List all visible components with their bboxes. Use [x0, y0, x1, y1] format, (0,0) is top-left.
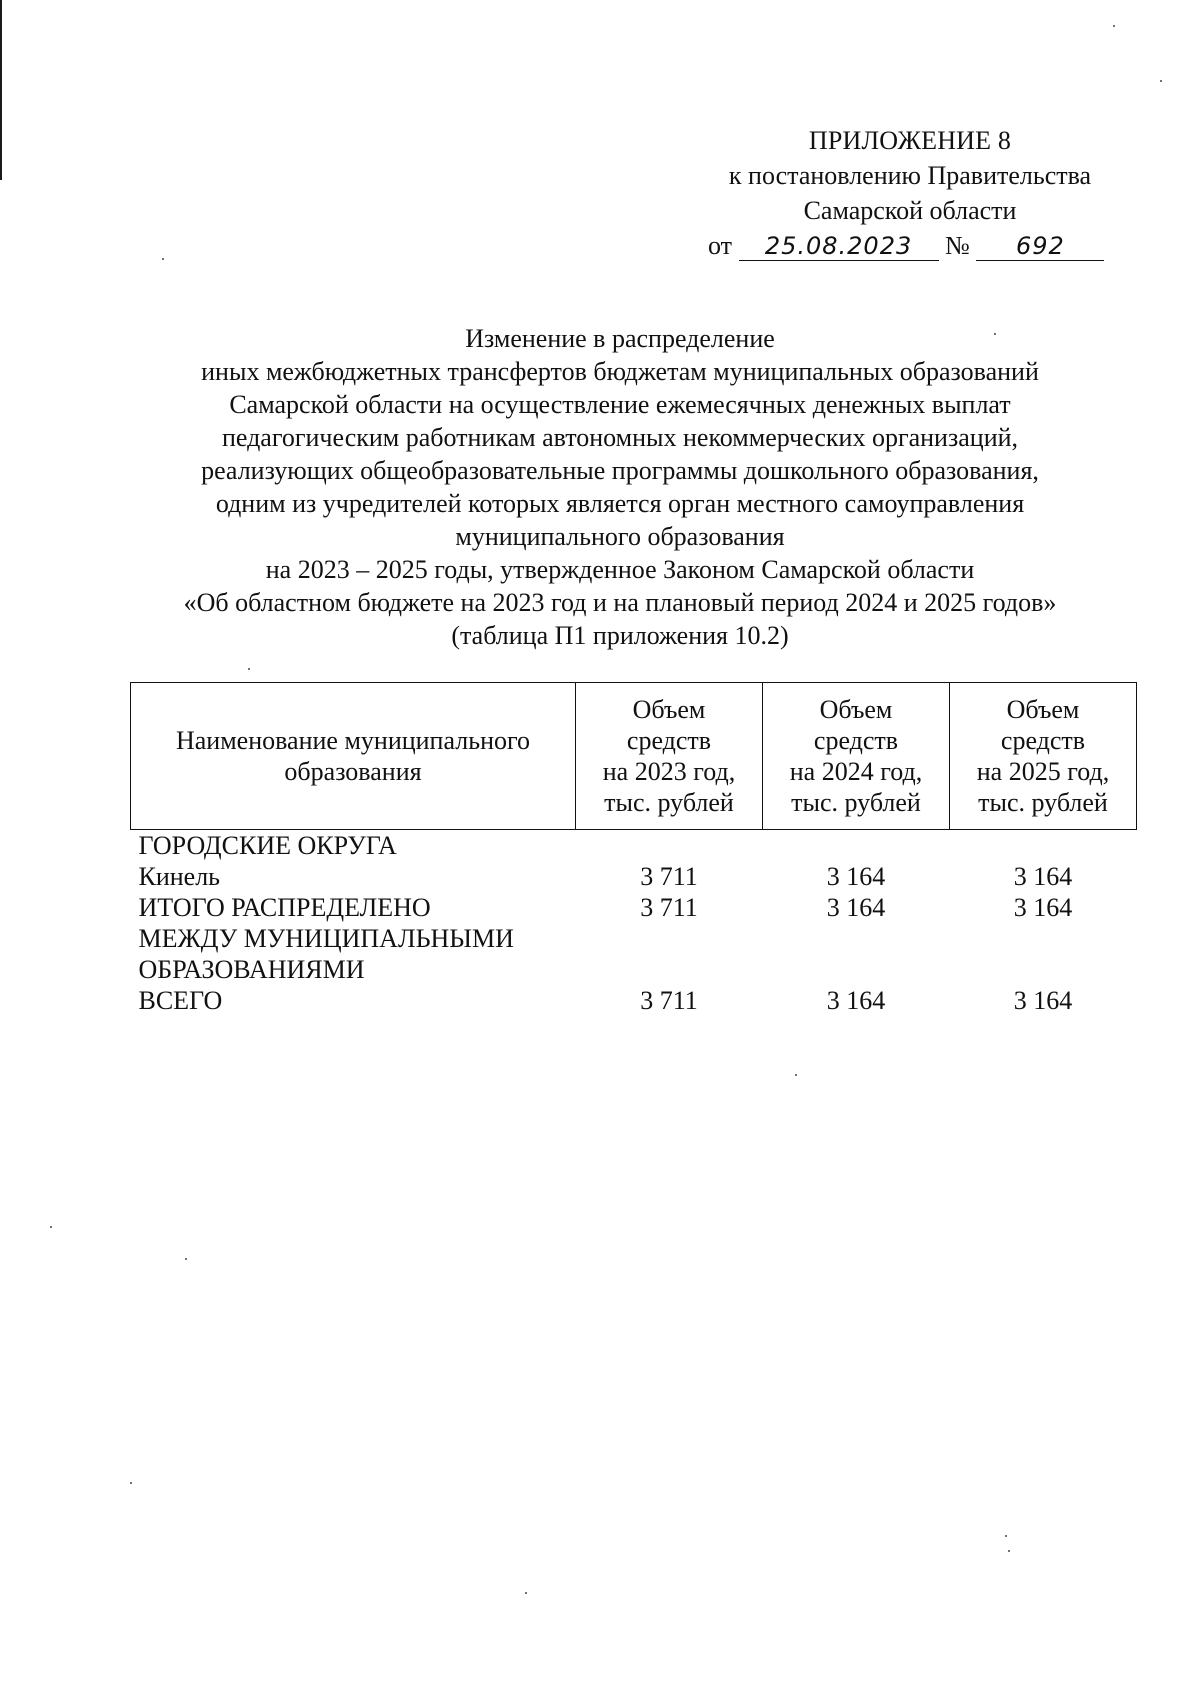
scan-speck — [525, 1592, 527, 1594]
total-2023: 3 711 — [640, 986, 698, 1015]
header-volume-2024 — [763, 683, 950, 830]
table-group-row — [131, 830, 1137, 862]
header-text: средств — [626, 726, 712, 755]
header-text: на 2025 год, — [976, 757, 1110, 786]
scan-speck — [185, 1258, 187, 1260]
distributed-2025: 3 164 — [1013, 893, 1073, 922]
appendix-line-resolution: к постановлению Правительства — [728, 161, 1092, 190]
header-text: образования — [284, 757, 422, 786]
title-line: педагогическим работникам автономных некоммерческих организаций, — [221, 423, 1019, 452]
title-line: на 2023 – 2025 годы, утвержденное Законом Самарской области — [265, 555, 975, 584]
title-line: (таблица П1 приложения 10.2) — [451, 621, 789, 650]
header-text: средств — [1000, 726, 1086, 755]
header-volume-2023 — [576, 683, 763, 830]
number-prefix: № — [945, 231, 970, 260]
scan-speck — [130, 1482, 132, 1484]
distributed-2024: 3 164 — [826, 893, 886, 922]
scan-speck — [1160, 80, 1162, 82]
value-2023: 3 711 — [640, 862, 698, 891]
header-text: Объем — [1006, 695, 1080, 724]
allocation-table — [130, 682, 1137, 1016]
group-label: ГОРОДСКИЕ ОКРУГА — [138, 831, 397, 860]
title-line: реализующих общеобразовательные программы дошкольного образования, — [201, 456, 1039, 485]
header-text: тыс. рублей — [978, 788, 1108, 817]
municipality-name: Кинель — [138, 862, 221, 891]
table-header-row — [131, 683, 1137, 830]
distributed-label-line: ОБРАЗОВАНИЯМИ — [138, 955, 365, 984]
value-2024: 3 164 — [826, 862, 886, 891]
title-line: муниципального образования — [455, 522, 785, 551]
scan-speck — [1113, 25, 1115, 27]
distributed-label — [131, 892, 576, 985]
scan-speck — [1005, 1535, 1007, 1537]
distributed-2023: 3 711 — [640, 893, 698, 922]
scan-speck — [248, 668, 250, 670]
scan-speck — [162, 258, 164, 260]
value-2025: 3 164 — [1013, 862, 1073, 891]
title-line: Изменение в распределение — [465, 324, 775, 353]
appendix-date-line — [700, 228, 1120, 263]
header-text: тыс. рублей — [604, 788, 734, 817]
total-2024: 3 164 — [826, 986, 886, 1015]
appendix-header — [700, 123, 1120, 263]
table-row-grand-total — [131, 985, 1137, 1016]
header-text: средств — [813, 726, 899, 755]
appendix-line-region: Самарской области — [803, 196, 1017, 225]
title-line: Самарской области на осуществление ежемесячных денежных выплат — [229, 390, 1011, 419]
appendix-title: ПРИЛОЖЕНИЕ 8 — [808, 126, 1012, 155]
handwritten-number: 692 — [976, 232, 1104, 261]
table-row — [131, 861, 1137, 892]
header-text: Наименование муниципального — [175, 726, 531, 755]
table-row-distributed-total — [131, 892, 1137, 985]
handwritten-date: 25.08.2023 — [739, 232, 939, 261]
distributed-label-line: ИТОГО РАСПРЕДЕЛЕНО — [138, 893, 431, 922]
title-line: иных межбюджетных трансфертов бюджетам муниципальных образований — [201, 357, 1039, 386]
header-text: тыс. рублей — [791, 788, 921, 817]
header-text: Объем — [819, 695, 893, 724]
date-prefix: от — [708, 231, 733, 260]
distributed-label-line: МЕЖДУ МУНИЦИПАЛЬНЫМИ — [138, 924, 514, 953]
total-label: ВСЕГО — [138, 986, 223, 1015]
header-text: Объем — [632, 695, 706, 724]
header-text: на 2024 год, — [789, 757, 923, 786]
scan-speck — [795, 1074, 797, 1076]
scan-speck — [1008, 1550, 1010, 1552]
title-line: «Об областном бюджете на 2023 год и на плановый период 2024 и 2025 годов» — [183, 588, 1057, 617]
header-volume-2025 — [950, 683, 1137, 830]
title-line: одним из учредителей которых является орган местного самоуправления — [215, 489, 1025, 518]
header-municipality — [131, 683, 576, 830]
header-text: на 2023 год, — [602, 757, 736, 786]
scan-speck — [50, 1226, 52, 1228]
document-title — [100, 322, 1140, 652]
scan-edge-mark — [0, 0, 2, 180]
total-2025: 3 164 — [1013, 986, 1073, 1015]
